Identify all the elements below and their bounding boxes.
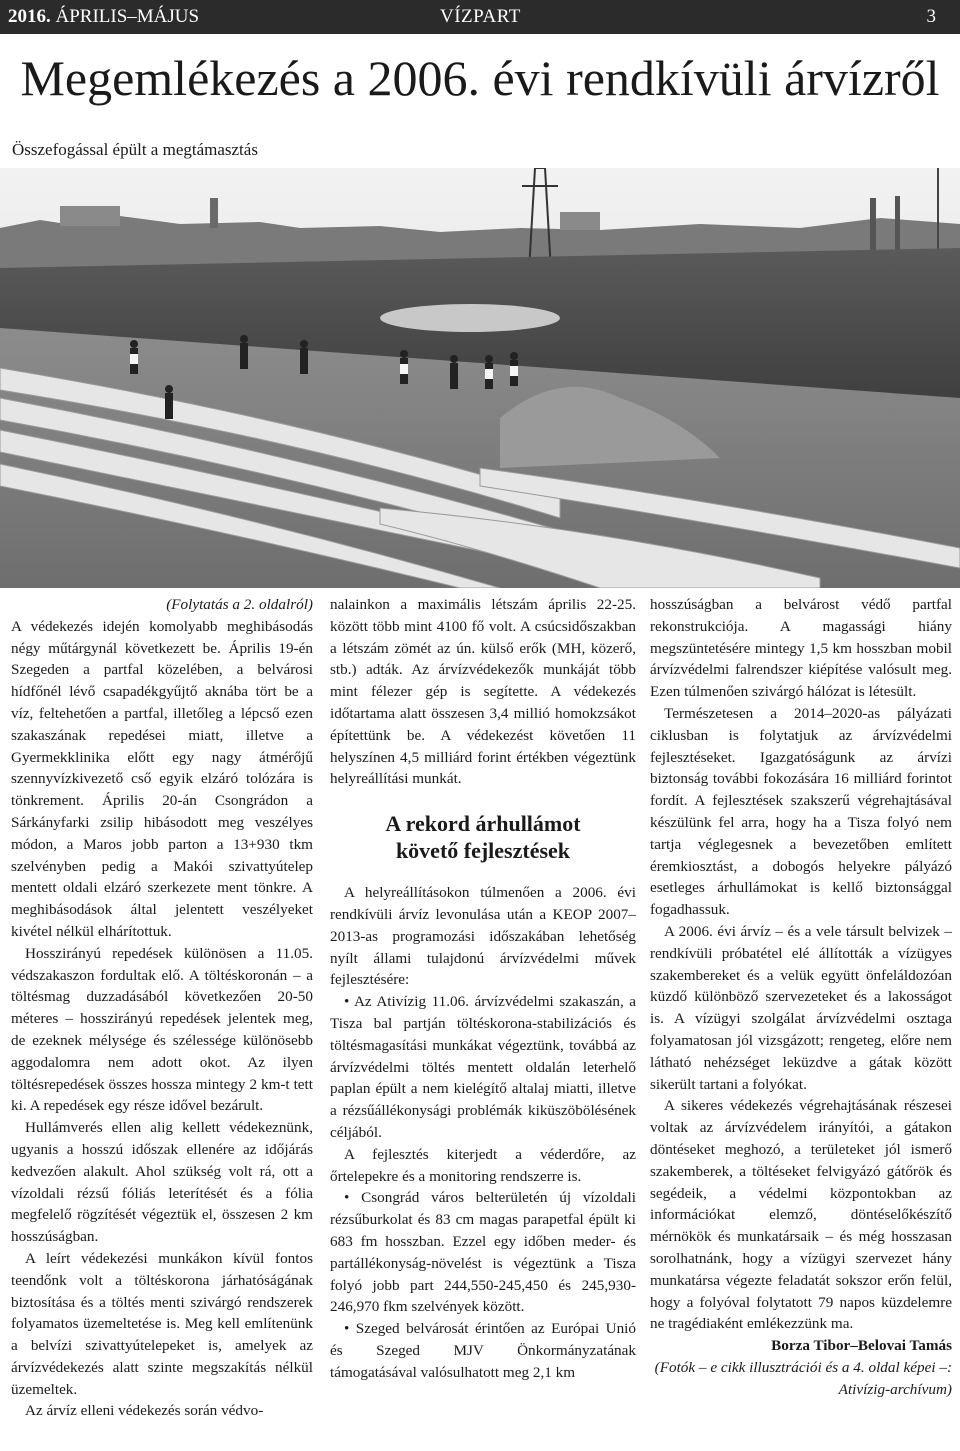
paragraph: hosszúságban a belvárost védő partfal rekonstrukciója. A magassági hiány megszüntetésére mintegy 1,5 km hosszban mobil árvízvédelmi falrendszer kiépítése valósult meg. Ezen túlmenően szivárgó hálózat is létesült. xyxy=(650,596,952,701)
paragraph: A védekezés idején komolyabb meghibásodás négy műtárgynál következett be. Április 19-én Szegeden a partfal közelében, a belvárosi hídfőnél lévő csapadékgyűjtő aknába tört be a víz, feltehetően a partfal, illetőleg a lépcső ezen szakaszának repedései miatt, illetve a Gyermekklinika előtt egy nagy átmérőjű szennyvízkivezető cső egyik elzáró tolózára is tönkrement. Április 20-án Csongrádon a Sárkányfarki zsilip hibásodott meg veszélyes módon, a Maros jobb parton a 13+930 tkm szelvényben pedig a Makói szivattyútelep mentett oldali elzáró szerkezete ment tönkre. A meghibásodások által jelentett veszélyeket kivétel nélkül elhárítottuk. xyxy=(11,617,313,940)
section-heading-line-1: A rekord árhullámot xyxy=(385,811,581,837)
issue-date xyxy=(8,6,199,28)
paragraph: A fejlesztés kiterjedt a véderdőre, az őrtelepekre és a monitoring rendszerre is. xyxy=(330,1145,636,1185)
article-title: Megemlékezés a 2006. évi rendkívüli árvízről xyxy=(20,50,940,106)
column-3 xyxy=(650,594,952,1400)
page-header xyxy=(0,0,960,34)
issue-months: ÁPRILIS–MÁJUS xyxy=(55,6,200,27)
sandbag-levee-photo-illustration xyxy=(0,168,960,588)
column-2 xyxy=(330,594,636,1384)
paragraph: • Az Ativízig 11.06. árvízvédelmi szakaszán, a Tisza bal partján töltéskorona-stabilizációs és töltésmagasítási munkákat végeztünk, továbbá az árvízvédelmi töltés mentett oldalán leterhelő paplan épült a nem kielégítő altalaj miatti, illetve a rézsűállékonysági problémák kiküszöbölésének céljából. xyxy=(330,993,636,1141)
paragraph: A leírt védekezési munkákon kívül fontos teendőnk volt a töltéskorona járhatóságának biztosítása és a töltés menti szivárgó rendszerek folyamatos üzemeltetése is. Meg kell említenünk a belvízi szivattyútelepeket is, amelyek az árvízvédekezés alatt szinte megszakítás nélkül üzemeltek. xyxy=(11,1249,313,1398)
paragraph: A 2006. évi árvíz – és a vele társult belvizek – rendkívüli próbatétel elé állították a vízügyes szakembereket és a velük együtt önfeláldozóan küzdő különböző szervezeteket és a lakosságot is. A vízügyi szolgálat árvízvédelmi osztaga folyamatosan jól vizsgázott; rengeteg, előre nem látható nehézséget leküzdve a gátak között sikerült tartani a folyókat. xyxy=(650,922,952,1093)
section-heading xyxy=(330,810,636,864)
paragraph: Az árvíz elleni védekezés során védvo- xyxy=(25,1402,264,1420)
photo-credit: (Fotók – e cikk illusztrációi és a 4. oldal képei –: Ativízig-archívum) xyxy=(654,1358,952,1398)
paragraph: • Csongrád város belterületén új vízoldali rézsűburkolat és 83 cm magas parapetfal épült ki 683 fm hosszban. Ezzel egy időben meder- és partállékonyság-növelést is végeztünk a Tisza folyó jobb part 244,550-245,450 és 245,930-246,970 fkm szelvények között. xyxy=(330,1189,636,1316)
paragraph: • Szeged belvárosát érintően az Európai Unió és Szeged MJV Önkormányzatának támogatásával valósulhatott meg 2,1 km xyxy=(330,1320,636,1381)
section-heading-line-2: követő fejlesztések xyxy=(395,838,571,864)
author-byline: Borza Tibor–Belovai Tamás xyxy=(771,1337,952,1355)
publication-name: VÍZPART xyxy=(440,6,521,27)
paragraph: Természetesen a 2014–2020-as pályázati ciklusban is folytatjuk az árvízvédelmi fejlesztéseket. Igazgatóságunk az árvízi biztonság további fokozására 16 milliárd forintot fordít. A fejlesztések szakszerű végrehajtásával készülünk fel arra, hogy ha a Tisza folyó nem tartja véglegesnek a bevezetőben említett éremkiosztást, a dobogós helyekre pályázó esetleges árhullámokat is kellő biztonsággal fogadhassuk. xyxy=(650,704,952,919)
article-subtitle: Összefogással épült a megtámasztás xyxy=(12,140,258,159)
paragraph: Hullámverés ellen alig kellett védekeznünk, ugyanis a hosszú időszak ellenére az időjárás kedvezően alakult. Ahol szükség volt rá, ott a vízoldali rézsű fóliás leterítését és a fólia megfelelő rögzítését végeztük el, összesen 2 km hosszúságban. xyxy=(11,1119,313,1246)
page-number: 3 xyxy=(926,6,936,27)
column-1 xyxy=(11,594,313,1422)
paragraph: nalainkon a maximális létszám április 22-25. között több mint 4100 fő volt. A csúcsidőszakban a létszám zömét az ún. külső erők (MH, közerő, stb.) adták. Az árvízvédekezők munkáját több mint félezer gép is segítette. A védekezés időtartama alatt összesen 3,4 millió homokzsákot építettünk be. A védekezést követően 11 helyszínen 4,5 milliárd forint értékben végeztünk helyreállítási munkát. xyxy=(330,596,636,788)
paragraph: A helyreállításokon túlmenően a 2006. évi rendkívüli árvíz levonulása után a KEOP 2007–2013-as programozási időszakában lehetőség nyílt állami tulajdonú árvízvédelmi művek fejlesztésére: xyxy=(330,884,636,989)
issue-year: 2016. xyxy=(8,6,51,27)
paragraph: Hosszirányú repedések különösen a 11.05. védszakaszon fordultak elő. A töltéskoronán – a töltésmag duzzadásából következően 20-50 méteres – hosszirányú repedések jelentek meg, de ezeknek mélysége és szélessége különösebb aggodalomra nem adott okot. Az ilyen töltésrepedések összes hossza mintegy 2 km-t tett ki. A repedések egy része idővel bezárult. xyxy=(11,944,313,1115)
paragraph: A sikeres védekezés végrehajtásának részesei voltak az árvízvédelem irányítói, a gátakon döntéseket meghozó, a területeket jól ismerő szakemberek, a töltéseket felvigyázó gátőrök és segédeik, a védelmi központokban az információkat elemző, döntéselőkészítő mérnökök és munkatársaik – és még hosszasan sorolhatnánk, hogy a vízügyi szervezet hány munkatársa végezte feladatát sokszor erőn felül, hogy a folyóval folytatott 79 napos küzdelemre ne tragédiaként emlékezzünk ma. xyxy=(650,1097,952,1333)
continued-note: (Folytatás a 2. oldalról) xyxy=(166,596,313,613)
flood-defense-photo xyxy=(0,168,960,588)
